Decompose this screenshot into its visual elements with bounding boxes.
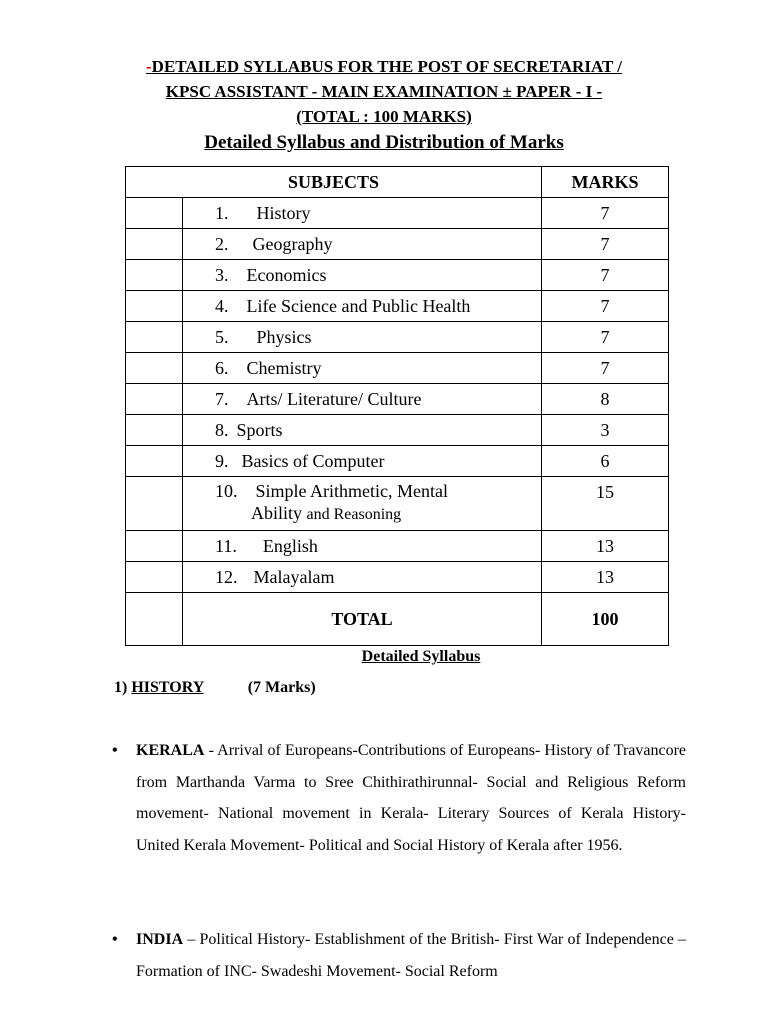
section-title: HISTORY [131, 679, 204, 696]
row-marks: 7 [542, 322, 669, 353]
table-row [126, 260, 669, 291]
row-marks: 7 [542, 260, 669, 291]
row-number: 7. [215, 388, 229, 409]
title-line-1: -DETAILED SYLLABUS FOR THE POST OF SECRETARIAT / [146, 57, 622, 76]
table-caption: Detailed Syllabus and Distribution of Marks [204, 132, 564, 153]
table-row [126, 531, 669, 562]
row-subject: Life Science and Public Health [246, 295, 471, 316]
total-value: 100 [542, 593, 669, 646]
header-marks: MARKS [542, 167, 669, 198]
row-marks: 7 [542, 229, 669, 260]
row-number: 10. [215, 481, 238, 501]
row-number: 5. [215, 326, 229, 347]
row-marks: 3 [542, 415, 669, 446]
row-number: 4. [215, 295, 229, 316]
table-row [126, 384, 669, 415]
row-number: 2. [215, 233, 229, 254]
row-number: 9. [215, 450, 229, 471]
row-marks: 15 [542, 477, 669, 531]
total-label: TOTAL [183, 593, 542, 646]
detailed-syllabus-heading: Detailed Syllabus [361, 648, 481, 665]
revision-mark: - [146, 57, 152, 76]
row-subject: Simple Arithmetic, Mental [255, 481, 448, 501]
row-subject-cont: Ability [251, 503, 303, 523]
bullet-icon: • [112, 931, 118, 948]
table-row [126, 562, 669, 593]
bullet-paragraph-india [136, 924, 686, 987]
table-row [126, 477, 669, 531]
section-marks: (7 Marks) [247, 679, 316, 696]
header-subjects: SUBJECTS [126, 167, 542, 198]
row-subject: Chemistry [246, 357, 322, 378]
bullet-lead: INDIA [136, 931, 184, 948]
row-marks: 6 [542, 446, 669, 477]
row-marks: 13 [542, 531, 669, 562]
row-marks: 7 [542, 353, 669, 384]
row-subject-cont-small: and Reasoning [306, 506, 402, 523]
row-marks: 8 [542, 384, 669, 415]
row-number: 11. [215, 535, 237, 556]
row-marks: 7 [542, 291, 669, 322]
table-row [126, 291, 669, 322]
bullet-icon: • [112, 742, 118, 759]
row-number: 6. [215, 357, 229, 378]
bullet-text: – Political History- Establishment of the British- First War of Independence – Formation of INC- Swadeshi Movement- Social Reform [136, 931, 686, 980]
row-subject: Sports [236, 419, 283, 440]
row-subject: History [256, 202, 311, 223]
bullet-text: - Arrival of Europeans-Contributions of Europeans- History of Travancore from Marthanda Varma to Sree Chithirathirunnal- Social and Religious Reform movement- National movement in Kerala- Literary Sources of Kerala History- United Kerala Movement- Political and Social History of Kerala after 1956. [136, 742, 686, 854]
marks-table [125, 166, 669, 646]
row-number: 3. [215, 264, 229, 285]
table-header-row [126, 167, 669, 198]
row-subject: Physics [256, 326, 312, 347]
row-number: 1. [215, 202, 229, 223]
bullet-lead: KERALA [136, 742, 205, 759]
row-subject: Economics [246, 264, 327, 285]
section-number: 1) [114, 679, 128, 696]
row-marks: 7 [542, 198, 669, 229]
row-subject: Malayalam [253, 566, 335, 587]
title-line-2: KPSC ASSISTANT - MAIN EXAMINATION ± PAPER - I - [165, 82, 603, 101]
title-line-3: (TOTAL : 100 MARKS) [296, 107, 472, 126]
section-heading-history [114, 679, 316, 697]
row-subject: English [262, 535, 318, 556]
table-total-row [126, 593, 669, 646]
bullet-paragraph-kerala [136, 735, 686, 861]
row-subject: Arts/ Literature/ Culture [246, 388, 422, 409]
table-row [126, 353, 669, 384]
row-subject: Basics of Computer [241, 450, 385, 471]
row-number: 8. [215, 419, 229, 440]
row-marks: 13 [542, 562, 669, 593]
row-subject: Geography [252, 233, 333, 254]
table-row [126, 229, 669, 260]
row-number: 12. [215, 566, 238, 587]
table-row [126, 322, 669, 353]
table-row [126, 198, 669, 229]
table-row [126, 446, 669, 477]
table-row [126, 415, 669, 446]
